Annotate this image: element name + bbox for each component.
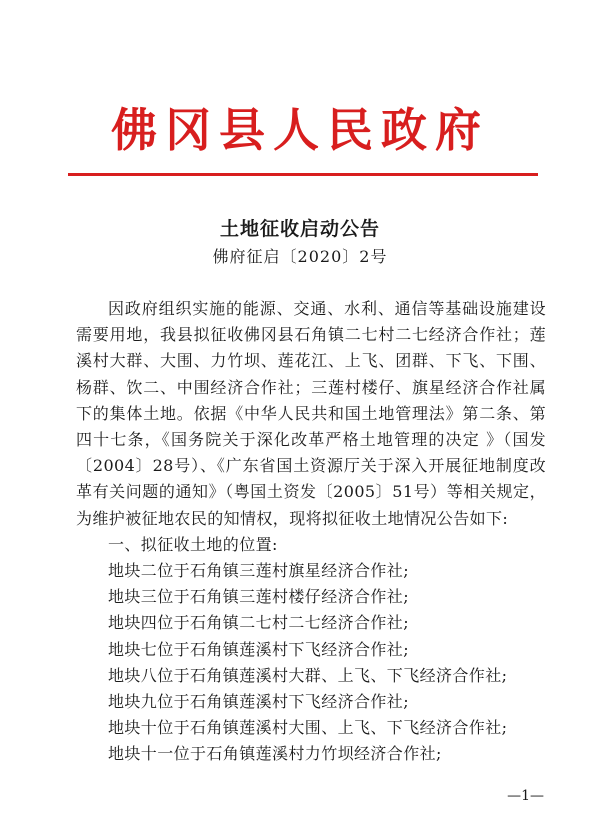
parcel-item: 地块九位于石角镇莲溪村下飞经济合作社; <box>108 692 409 712</box>
page-number: —1— <box>507 788 544 804</box>
parcel-item: 地块二位于石角镇三莲村旗星经济合作社; <box>108 561 409 581</box>
doc-number: 佛府征启〔2020〕2号 <box>212 247 388 266</box>
intro-paragraph: 因政府组织实施的能源、交通、水利、通信等基础设施建设需要用地，我县拟征收佛冈县石角镇二七村二七经济合作社；莲溪村大群、大围、力竹坝、莲花江、上飞、团群、下飞、下围、杨群、饮二、中围经济合作社；三莲村楼仔、旗星经济合作社属下的集体土地。依据《中华人民共和国土地管理法》第二条、第四十七条，《国务院关于深化改革严格土地管理的决定 》（国发〔2004〕28号）、《广东省国土资源厅关于深入开展征地制度改革有关问题的通知》（粤国土资发〔2005〕51号）等相关规定，为维护被征地农民的知情权，现将拟征收土地情况公告如下: <box>76 299 546 528</box>
notice-body <box>76 296 546 768</box>
parcel-item: 地块八位于石角镇莲溪村大群、上飞、下飞经济合作社; <box>108 665 508 685</box>
parcel-item: 地块十位于石角镇莲溪村大围、上飞、下飞经济合作社; <box>108 718 508 738</box>
parcel-item: 地块四位于石角镇二七村二七经济合作社; <box>108 613 409 633</box>
notice-title: 土地征收启动公告 <box>219 218 380 240</box>
header-rule <box>68 173 538 176</box>
parcel-item: 地块七位于石角镇莲溪村下飞经济合作社; <box>108 639 409 659</box>
org-header: 佛冈县人民政府 <box>111 103 489 157</box>
parcel-item: 地块十一位于石角镇莲溪村力竹坝经济合作社; <box>108 744 442 764</box>
section-heading: 一、拟征收土地的位置: <box>108 534 278 554</box>
parcel-item: 地块三位于石角镇三莲村楼仔经济合作社; <box>108 587 409 607</box>
